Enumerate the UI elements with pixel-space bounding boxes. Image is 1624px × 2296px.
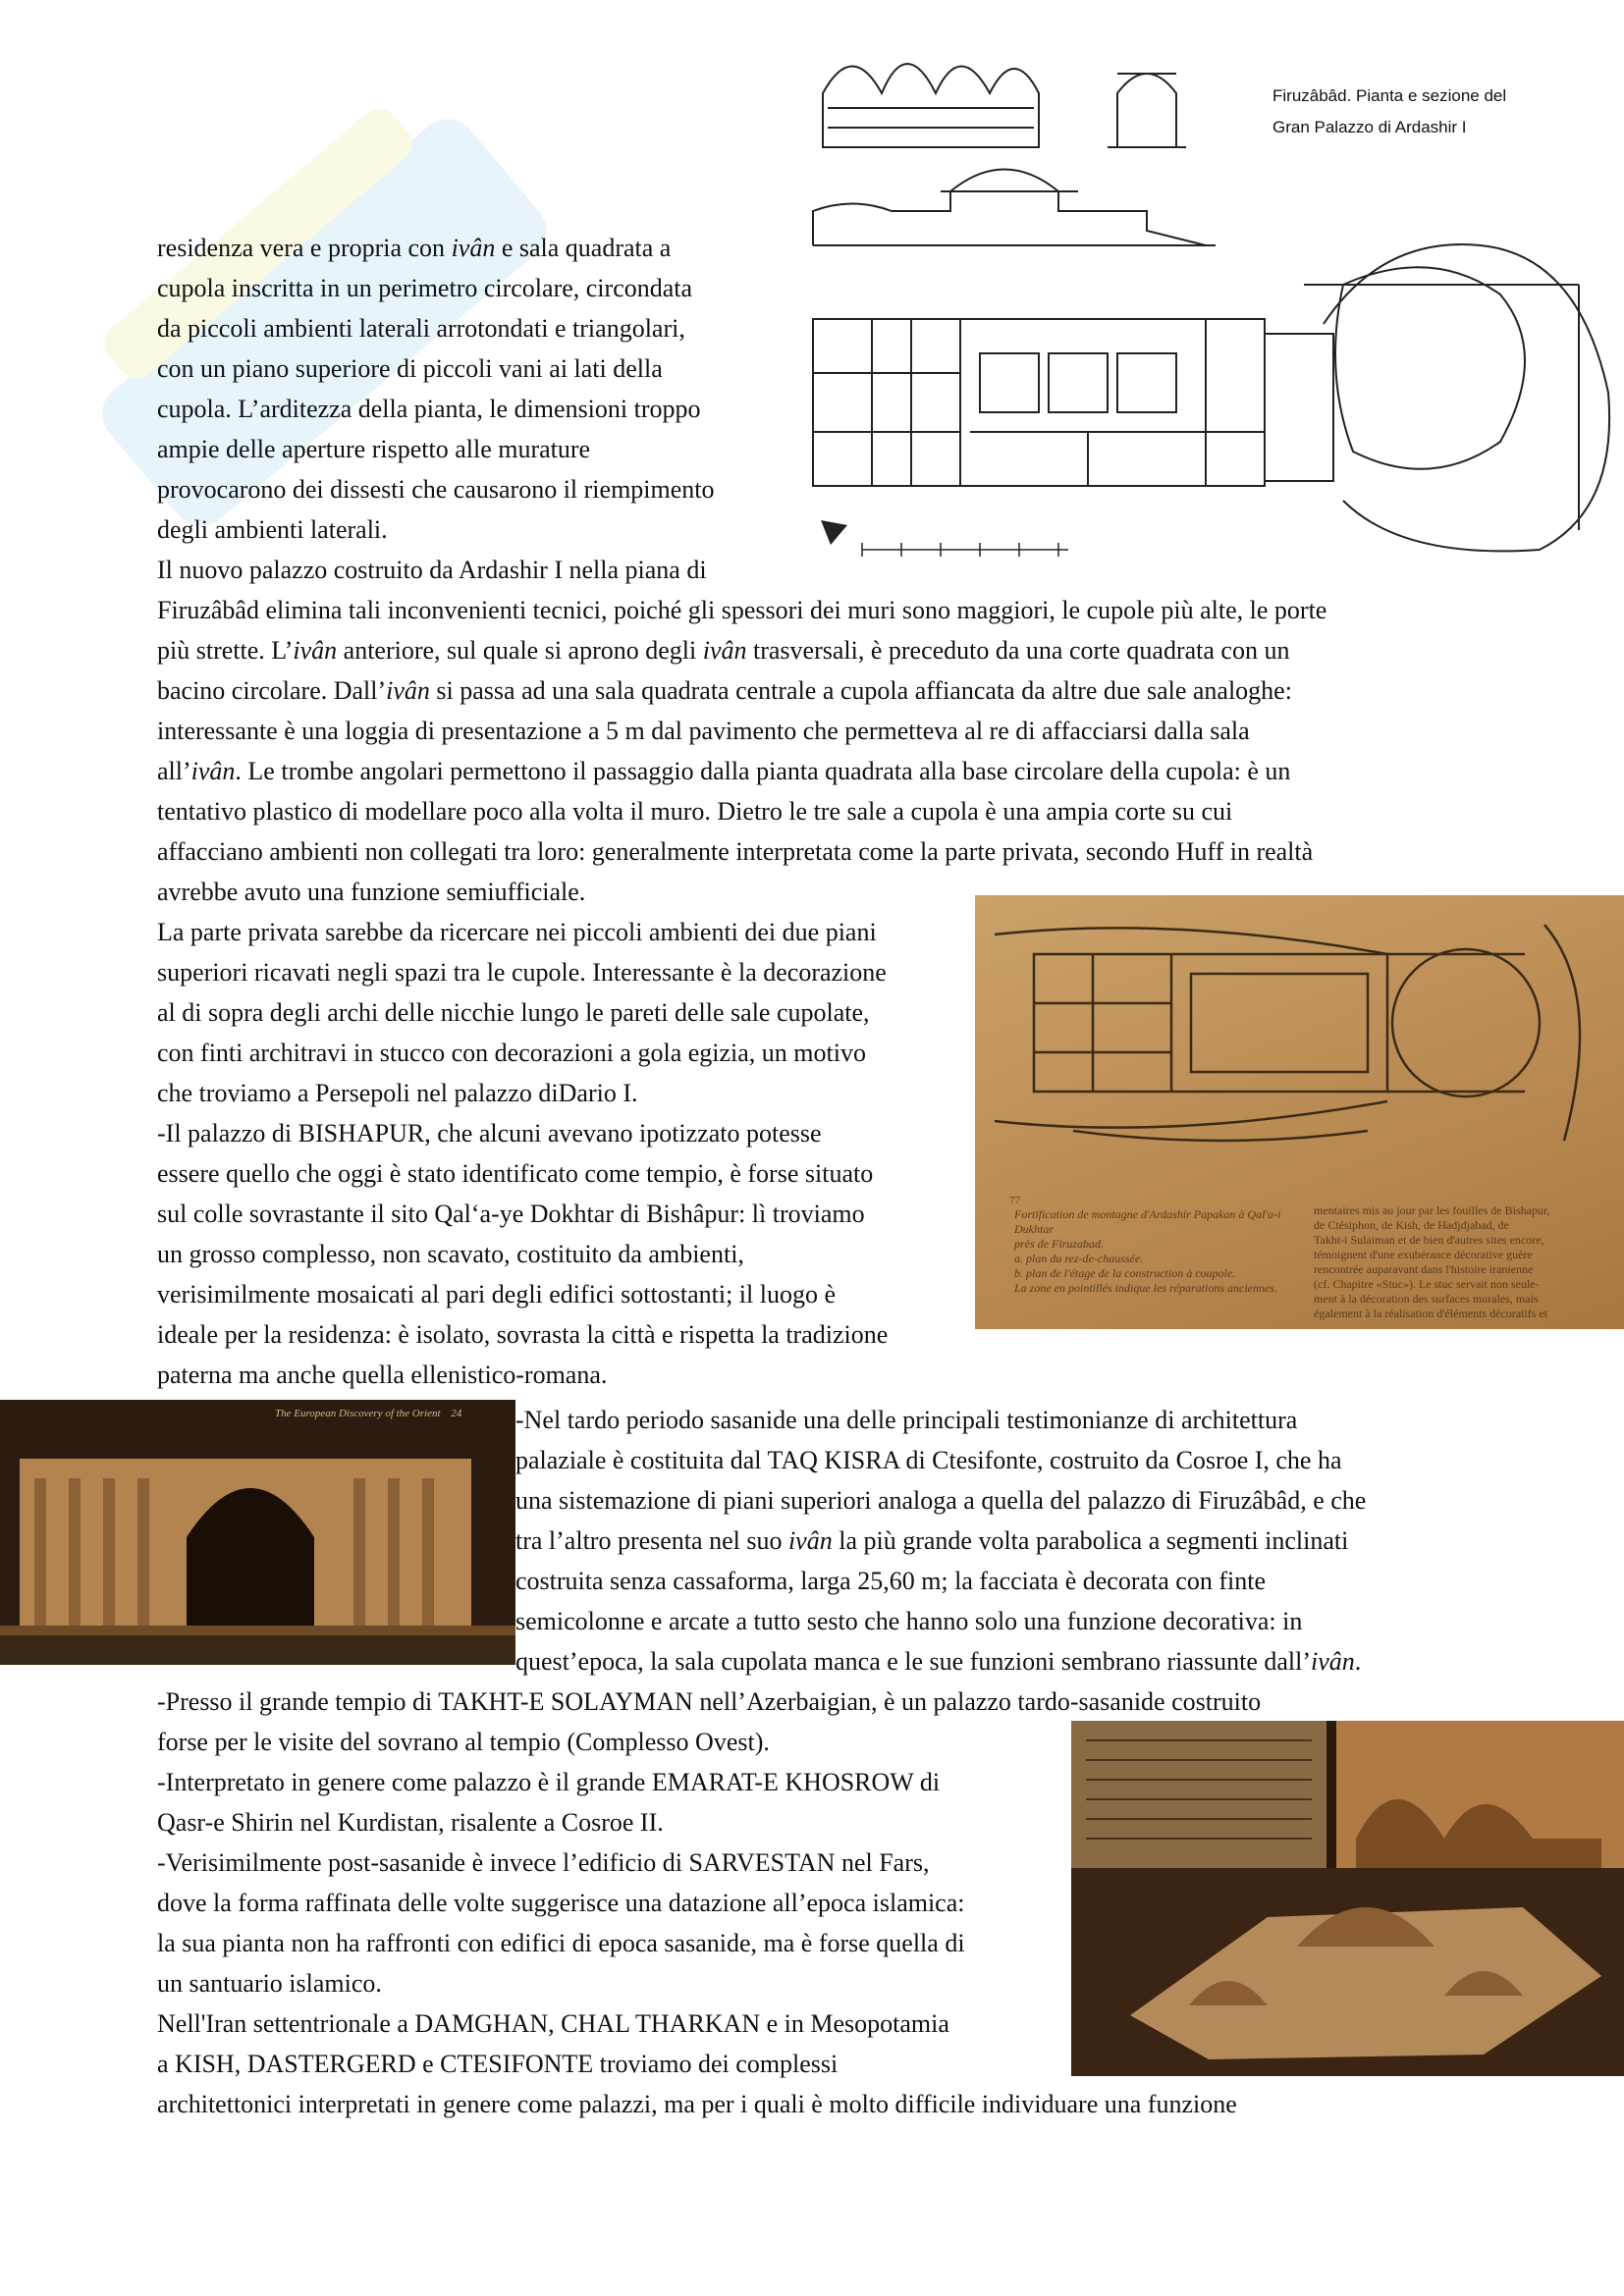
text-line: cupola inscritta in un perimetro circolare, circondata — [157, 274, 693, 302]
sarvestan-drawing — [1071, 1721, 1624, 2076]
figure2-caption-right — [1314, 1203, 1608, 1321]
text-line: semicolonne e arcate a tutto sesto che hanno solo una funzione decorativa: in — [515, 1607, 1303, 1635]
text-line: residenza vera e propria con ivân e sala quadrata a — [157, 234, 672, 262]
caption-line: témoignent d'une exubérance décorative guère — [1314, 1248, 1533, 1261]
text-line: affacciano ambienti non collegati tra loro: generalmente interpretata come la parte privata, secondo Huff in realtà — [157, 837, 1314, 866]
svg-text:77: 77 — [1009, 1195, 1020, 1206]
caption-line: b. plan de l'étage de la construction à coupole. — [1014, 1266, 1236, 1280]
caption-line: ment à la décoration des surfaces murales, mais — [1314, 1292, 1539, 1306]
text-line: da piccoli ambienti laterali arrotondati e triangolari, — [157, 314, 685, 343]
text-line: Firuzâbâd elimina tali inconvenienti tecnici, poiché gli spessori dei muri sono maggiori, le cupole più alte, le porte — [157, 596, 1327, 624]
caption-line: de Ctésiphon, de Kish, de Hadjdjabad, de — [1314, 1218, 1509, 1232]
text-line: sul colle sovrastante il sito Qal‘a-ye Dokhtar di Bishâpur: lì troviamo — [157, 1200, 865, 1228]
text-line: un grosso complesso, non scavato, costituito da ambienti, — [157, 1240, 744, 1268]
text-line: più strette. L’ivân anteriore, sul quale si aprono degli ivân trasversali, è preceduto da una corte quadrata con un — [157, 636, 1290, 665]
text-line: -Verisimilmente post-sasanide è invece l’edificio di SARVESTAN nel Fars, — [157, 1848, 930, 1877]
text-line: tra l’altro presenta nel suo ivân la più grande volta parabolica a segmenti inclinati — [515, 1526, 1349, 1555]
text-line: all’ivân. Le trombe angolari permettono il passaggio dalla pianta quadrata alla base circolare della cupola: è un — [157, 757, 1291, 785]
text-line: Nell'Iran settentrionale a DAMGHAN, CHAL THARKAN e in Mesopotamia — [157, 2009, 949, 2038]
text-line: dove la forma raffinata delle volte suggerisce una datazione all’epoca islamica: — [157, 1889, 965, 1917]
text-line: cupola. L’arditezza della pianta, le dimensioni troppo — [157, 395, 701, 423]
text-line: -Il palazzo di BISHAPUR, che alcuni avevano ipotizzato potesse — [157, 1119, 822, 1148]
text-line: palaziale è costituita dal TAQ KISRA di Ctesifonte, costruito da Cosroe I, che ha — [515, 1446, 1342, 1474]
text-line: tentativo plastico di modellare poco alla volta il muro. Dietro le tre sale a cupola è una ampia corte su cui — [157, 797, 1233, 826]
text-line: costruita senza cassaforma, larga 25,60 m; la facciata è decorata con finte — [515, 1567, 1266, 1595]
text-line: che troviamo a Persepoli nel palazzo diDario I. — [157, 1079, 638, 1107]
caption-line: a. plan du rez-de-chaussée. — [1014, 1252, 1144, 1265]
text-line: Qasr-e Shirin nel Kurdistan, risalente a Cosroe II. — [157, 1808, 664, 1837]
figure3-header — [275, 1408, 461, 1419]
text-line: provocarono dei dissesti che causarono il riempimento — [157, 475, 715, 504]
text-line: essere quello che oggi è stato identificato come tempio, è forse situato — [157, 1159, 874, 1188]
caption-line: également à la réalisation d'éléments décoratifs et — [1314, 1307, 1548, 1320]
taq-kisra-drawing — [0, 1400, 515, 1665]
text-line: ampie delle aperture rispetto alle murature — [157, 435, 591, 463]
text-line: una sistemazione di piani superiori analoga a quella del palazzo di Firuzâbâd, e che — [515, 1486, 1367, 1515]
text-line: ideale per la residenza: è isolato, sovrasta la città e rispetta la tradizione — [157, 1320, 889, 1349]
figure-firuzabad-plan — [793, 0, 1624, 567]
text-line: a KISH, DASTERGERD e CTESIFONTE troviamo dei complessi — [157, 2050, 839, 2078]
text-line: la sua pianta non ha raffronti con edifici di epoca sasanide, ma è forse quella di — [157, 1929, 965, 1957]
text-line: con finti architravi in stucco con decorazioni a gola egizia, un motivo — [157, 1039, 866, 1067]
text-line: forse per le visite del sovrano al tempio (Complesso Ovest). — [157, 1728, 770, 1756]
text-line: avrebbe avuto una funzione semiufficiale. — [157, 878, 586, 906]
figure-taq-kisra-photo — [0, 1400, 515, 1665]
plan-drawing — [793, 0, 1624, 567]
caption-line: près de Firuzabad. — [1014, 1237, 1104, 1251]
caption-line: La zone en pointillés indique les réparations anciennes. — [1014, 1281, 1277, 1295]
text-line: quest’epoca, la sala cupolata manca e le sue funzioni sembrano riassunte dall’ivân. — [515, 1647, 1362, 1676]
text-line: -Interpretato in genere come palazzo è il grande EMARAT-E KHOSROW di — [157, 1768, 941, 1796]
caption-line: Takht-i Sulaiman et de bien d'autres sites encore, — [1314, 1233, 1544, 1247]
caption-line: mentaires mis au jour par les fouilles de Bishapur, — [1314, 1203, 1550, 1217]
text-line: -Presso il grande tempio di TAKHT-E SOLAYMAN nell’Azerbaigian, è un palazzo tardo-sasanide costruito — [157, 1687, 1262, 1716]
figure-qala-dukhtar-plan — [975, 895, 1624, 1329]
figure3-page-number: 24 — [451, 1408, 462, 1419]
text-line: architettonici interpretati in genere come palazzi, ma per i quali è molto difficile individuare una funzione — [157, 2090, 1237, 2118]
caption-line: rencontrée auparavant dans l'histoire iranienne — [1314, 1262, 1534, 1276]
figure3-header-text: The European Discovery of the Orient — [275, 1408, 441, 1419]
text-line: bacino circolare. Dall’ivân si passa ad una sala quadrata centrale a cupola affiancata da altre due sale analoghe: — [157, 676, 1292, 705]
text-line: paterna ma anche quella ellenistico-romana. — [157, 1361, 608, 1389]
figure-caption-line1: Firuzâbâd. Pianta e sezione del — [1272, 86, 1507, 105]
figure2-caption-left — [1014, 1207, 1289, 1296]
text-line: interessante è una loggia di presentazione a 5 m dal pavimento che permetteva al re di affacciarsi dalla sala — [157, 717, 1250, 745]
caption-line: (cf. Chapitre «Stuc»). Le stuc servait non seule- — [1314, 1277, 1540, 1291]
text-line: verisimilmente mosaicati al pari degli edifici sottostanti; il luogo è — [157, 1280, 837, 1308]
text-line: Il nuovo palazzo costruito da Ardashir I nella piana di — [157, 556, 707, 584]
text-line: un santuario islamico. — [157, 1969, 382, 1998]
figure-sarvestan-photos — [1071, 1721, 1624, 2076]
text-line: -Nel tardo periodo sasanide una delle principali testimonianze di architettura — [515, 1406, 1298, 1434]
text-line: La parte privata sarebbe da ricercare nei piccoli ambienti dei due piani — [157, 918, 877, 946]
text-line: superiori ricavati negli spazi tra le cupole. Interessante è la decorazione — [157, 958, 887, 987]
caption-line: Fortification de montagne d'Ardashir Papakan à Qal'a-i Dukhtar — [1014, 1207, 1281, 1236]
text-line: con un piano superiore di piccoli vani ai lati della — [157, 354, 663, 383]
text-line: degli ambienti laterali. — [157, 515, 388, 544]
text-line: al di sopra degli archi delle nicchie lungo le pareti delle sale cupolate, — [157, 998, 870, 1027]
figure-caption-line2: Gran Palazzo di Ardashir I — [1272, 118, 1467, 136]
